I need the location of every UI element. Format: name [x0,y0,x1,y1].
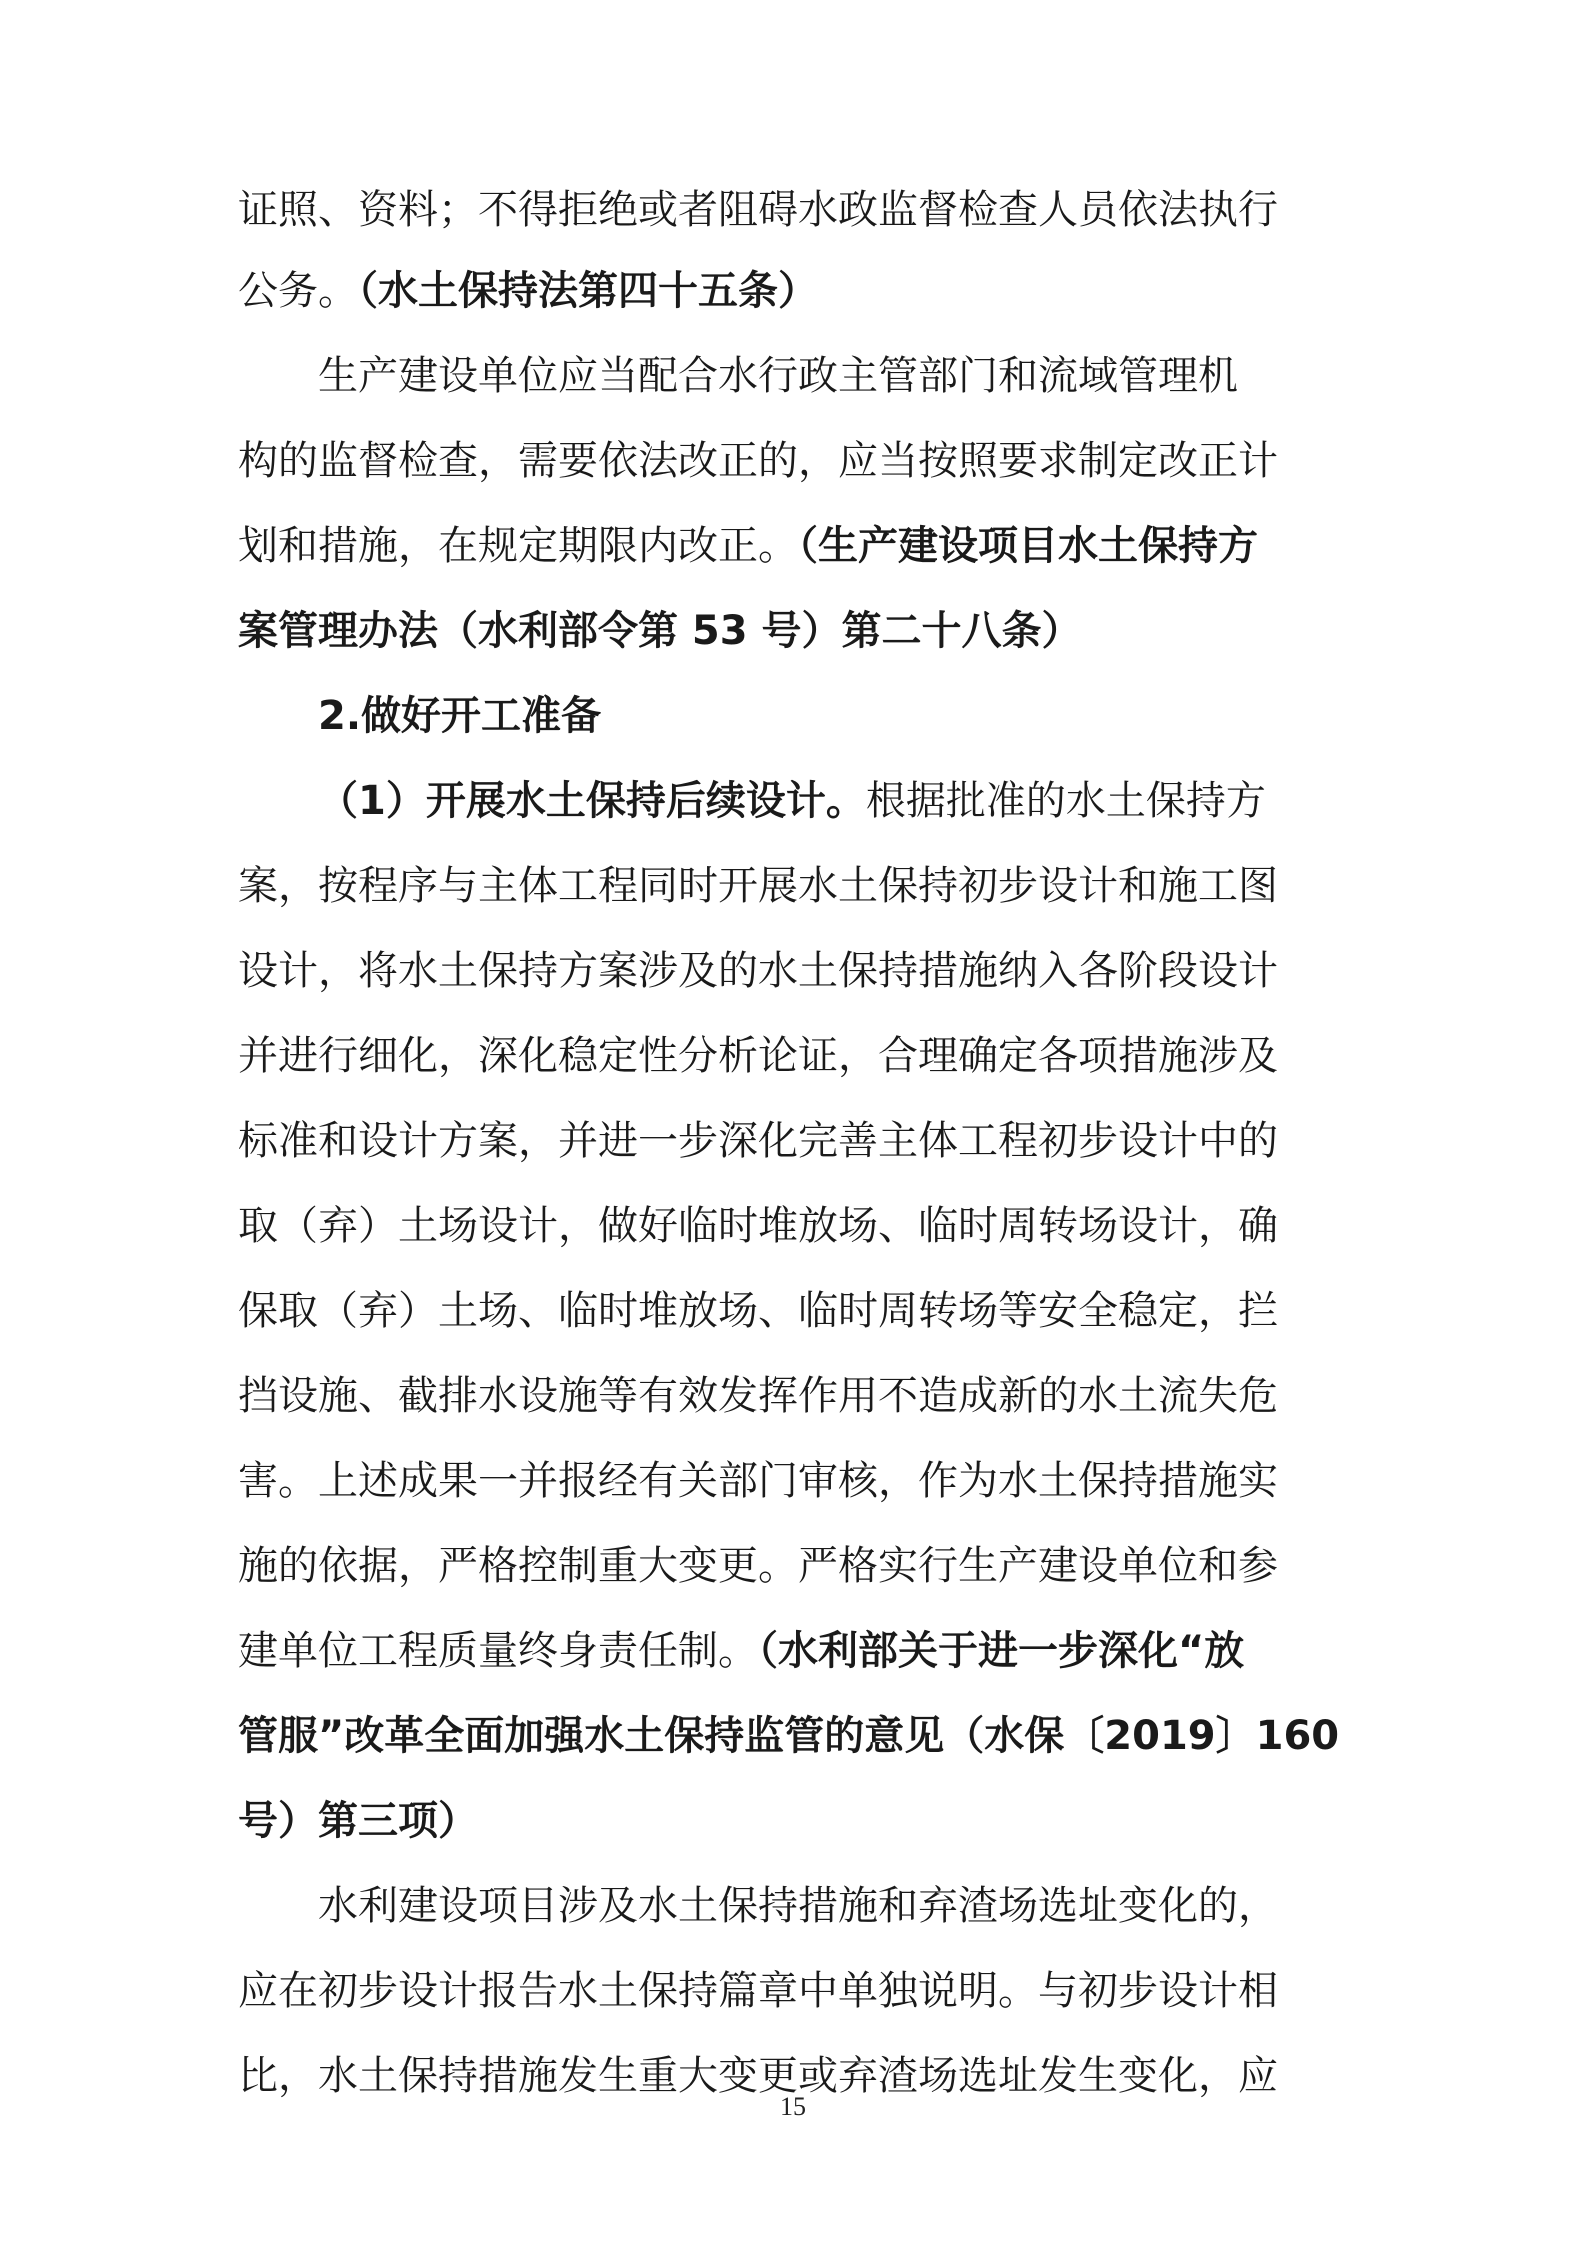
text-line [238,1710,1339,1762]
text-segment: 建单位工程质量终身责任制。 [238,1628,758,1674]
text-line [238,1115,1278,1167]
bold-text-segment: （水土保持法第四十五条） [358,268,818,314]
bold-text-segment: （生产建设项目水土保持方 [798,523,1258,569]
text-segment: 取（弃）土场设计，做好临时堆放场、临时周转场设计，确 [238,1203,1278,1249]
text-line [238,1285,1278,1337]
text-line [238,1965,1278,2017]
text-segment: 并进行细化，深化稳定性分析论证，合理确定各项措施涉及 [238,1033,1278,1079]
text-segment: 根据批准的水土保持方 [865,778,1266,824]
text-line [318,350,1238,402]
text-segment: 构的监督检查，需要依法改正的，应当按照要求制定改正计 [238,438,1278,484]
text-segment: 案，按程序与主体工程同时开展水土保持初步设计和施工图 [238,863,1278,909]
text-line [238,265,818,317]
text-segment: 挡设施、截排水设施等有效发挥作用不造成新的水土流失危 [238,1373,1278,1419]
text-line [238,1455,1278,1507]
text-line [238,1200,1278,1252]
text-segment: 公务。 [238,268,358,314]
page-number: 15 [780,2092,806,2121]
text-line [318,690,601,742]
text-line [238,1540,1278,1592]
text-line [238,1625,1244,1677]
text-line [238,1030,1278,1082]
text-line [318,775,1266,827]
bold-text-segment: 号）第三项） [238,1798,478,1844]
bold-text-segment: （1）开展水土保持后续设计。 [318,778,866,824]
text-line [238,860,1278,912]
text-segment: 生产建设单位应当配合水行政主管部门和流域管理机 [318,353,1238,399]
bold-text-segment: （水利部关于进一步深化“放 [758,1628,1245,1674]
text-segment: 水利建设项目涉及水土保持措施和弃渣场选址变化的， [318,1883,1278,1929]
text-line [238,1370,1278,1422]
bold-text-segment: 案管理办法（水利部令第 53 号）第二十八条） [238,608,1082,654]
bold-text-segment: 2.做好开工准备 [318,693,602,739]
text-segment: 保取（弃）土场、临时堆放场、临时周转场等安全稳定，拦 [238,1288,1278,1334]
text-segment: 施的依据，严格控制重大变更。严格实行生产建设单位和参 [238,1543,1278,1589]
text-segment: 证照、资料；不得拒绝或者阻碍水政监督检查人员依法执行 [238,187,1278,233]
text-segment: 划和措施，在规定期限内改正。 [238,523,798,569]
text-line [238,520,1258,572]
text-segment: 设计，将水土保持方案涉及的水土保持措施纳入各阶段设计 [238,948,1278,994]
text-line [238,605,1082,657]
bold-text-segment: 管服”改革全面加强水土保持监管的意见（水保〔2019〕160 [238,1713,1340,1759]
text-line [238,1795,478,1847]
text-line [318,1880,1278,1932]
text-segment: 应在初步设计报告水土保持篇章中单独说明。与初步设计相 [238,1968,1278,2014]
text-line [238,184,1278,236]
text-segment: 标准和设计方案，并进一步深化完善主体工程初步设计中的 [238,1118,1278,1164]
text-line [238,945,1278,997]
text-segment: 比，水土保持措施发生重大变更或弃渣场选址发生变化，应 [238,2053,1278,2099]
text-segment: 害。上述成果一并报经有关部门审核，作为水土保持措施实 [238,1458,1278,1504]
text-line [238,435,1278,487]
